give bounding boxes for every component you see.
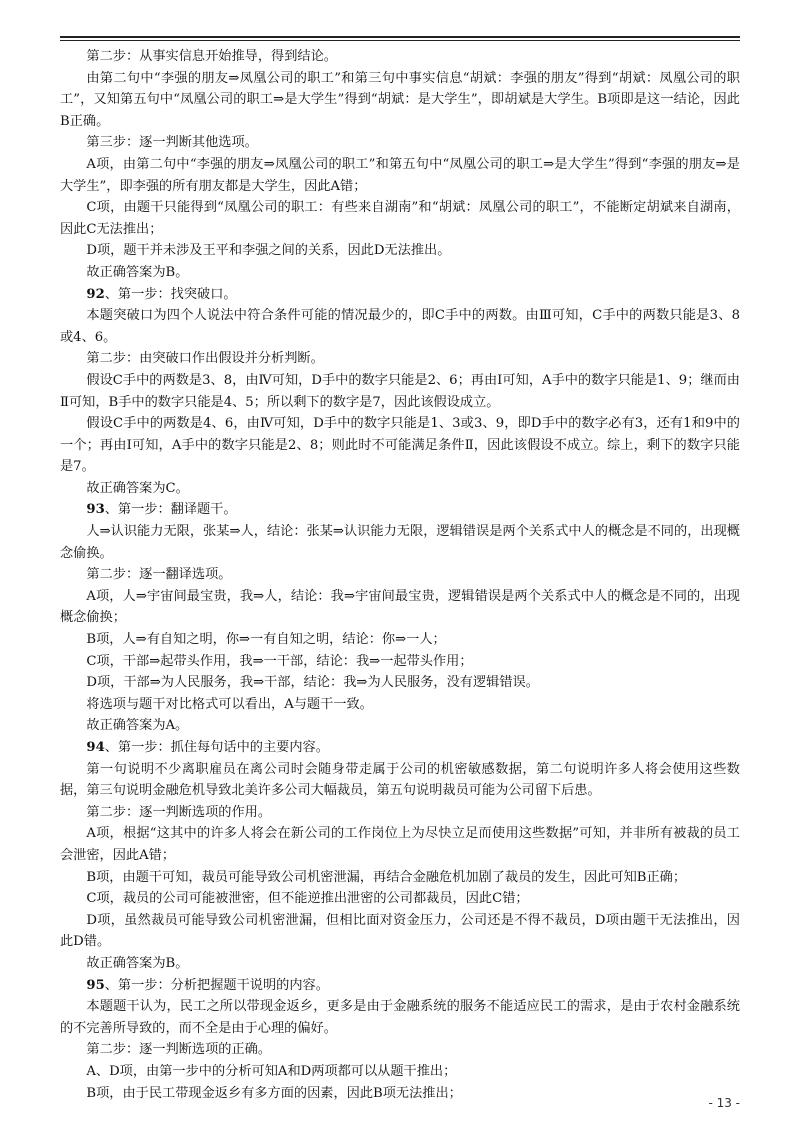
paragraph: 第三步：逐一判断其他选项。	[86, 135, 258, 151]
paragraph: C项，干部⇒起带头作用，我⇒一干部，结论：我⇒一起带头作用；	[86, 653, 473, 669]
paragraph: 人⇒认识能力无限，张某⇒人，结论：张某⇒认识能力无限，逻辑错误是两个关系式中人的概念是不同的，出现概念偷换。	[60, 524, 740, 561]
paragraph: D项，干部⇒为人民服务，我⇒干部，结论：我⇒为人民服务，没有逻辑错误。	[86, 675, 539, 691]
paragraph: 故正确答案为C。	[86, 480, 189, 496]
paragraph: A、D项，由第一步中的分析可知A和D两项都可以从题干推出；	[86, 1063, 457, 1079]
page-number: - 13 -	[708, 1096, 740, 1110]
question-number: 94	[86, 740, 105, 755]
document-body	[60, 46, 740, 1104]
paragraph: 故正确答案为B。	[86, 955, 189, 971]
paragraph: D项，题干并未涉及王平和李强之间的关系，因此D无法推出。	[86, 243, 451, 259]
paragraph: 第二步：从事实信息开始推导，得到结论。	[86, 49, 337, 64]
paragraph: B项，由于民工带现金返乡有多方面的因素，因此B项无法推出；	[86, 1085, 462, 1101]
question-number: 95	[86, 977, 105, 993]
header-rule	[60, 36, 740, 38]
question-heading: 92、第一步：找突破口。	[86, 286, 237, 302]
question-number: 93	[86, 502, 105, 518]
paragraph: 第二步：由突破口作出假设并分析判断。	[86, 351, 324, 367]
paragraph: 第二步：逐一翻译选项。	[86, 567, 232, 583]
paragraph: 将选项与题干对比格式可以看出，A与题干一致。	[86, 696, 373, 712]
question-number: 92	[86, 286, 105, 302]
paragraph: B项，由题干可知，裁员可能导致公司机密泄漏，再结合金融危机加剧了裁员的发生，因此可知B正确；	[86, 869, 687, 885]
paragraph: 假设C手中的两数是4、6，由Ⅳ可知，D手中的数字只能是1、3或3、9，即D手中的数字必有3，还有1和9中的一个；再由Ⅰ可知，A手中的数字只能是2、8；则此时不可能满足条件Ⅱ，因此该假设不成立。综上，剩下的数字只能是7。	[60, 416, 740, 475]
paragraph: 故正确答案为A。	[86, 718, 189, 734]
paragraph: C项，由题干只能得到“凤凰公司的职工：有些来自湖南”和“胡斌：凤凰公司的职工”，不能断定胡斌来自湖南，因此C无法推出；	[60, 200, 740, 237]
paragraph: 故正确答案为B。	[86, 264, 189, 280]
paragraph: A项，根据“这其中的许多人将会在新公司的工作岗位上为尽快立足而使用这些数据”可知，并非所有被裁的员工会泄密，因此A错；	[60, 826, 740, 863]
paragraph: 本题题干认为，民工之所以带现金返乡，更多是由于金融系统的服务不能适应民工的需求，是由于农村金融系统的不完善所导致的，而不全是由于心理的偏好。	[60, 999, 740, 1036]
paragraph: D项，虽然裁员可能导致公司机密泄漏，但相比面对资金压力，公司还是不得不裁员，D项由题干无法推出，因此D错。	[60, 912, 740, 950]
paragraph: 第二步：逐一判断选项的作用。	[86, 804, 272, 820]
paragraph: B项，人⇒有自知之明，你⇒一有自知之明，结论：你⇒一人；	[86, 632, 446, 648]
paragraph: 本题突破口为四个人说法中符合条件可能的情况最少的，即C手中的两数。由Ⅲ可知，C手中的两数只能是3、8或4、6。	[60, 308, 740, 345]
header-rule-thin	[60, 40, 740, 41]
paragraph: A项，人⇒宇宙间最宝贵，我⇒人，结论：我⇒宇宙间最宝贵，逻辑错误是两个关系式中人的概念是不同的，出现概念偷换；	[60, 588, 740, 626]
question-heading: 94、第一步：抓住每句话中的主要内容。	[86, 740, 329, 755]
paragraph: C项，裁员的公司可能被泄密，但不能逆推出泄密的公司都裁员，因此C错；	[86, 891, 529, 907]
paragraph: A项，由第二句中“李强的朋友⇒凤凰公司的职工”和第五句中“凤凰公司的职工⇒是大学生”得到“李强的朋友⇒是大学生”，即李强的所有朋友都是大学生，因此A错；	[60, 156, 740, 194]
paragraph: 由第二句中“李强的朋友⇒凤凰公司的职工”和第三句中事实信息“胡斌：李强的朋友”得到“胡斌：凤凰公司的职工”，又知第五句中“凤凰公司的职工⇒是大学生”得到“胡斌：是大学生”，即胡斌是大学生。B项即是这一结论，因此B正确。	[60, 70, 740, 129]
paragraph: 假设C手中的两数是3、8，由Ⅳ可知，D手中的数字只能是2、6；再由Ⅰ可知，A手中的数字只能是1、9；继而由Ⅱ可知，B手中的数字只能是4、5；所以剩下的数字是7，因此该假设成立。	[60, 372, 740, 410]
paragraph: 第二步：逐一判断选项的正确。	[86, 1042, 272, 1058]
question-heading: 95、第一步：分析把握题干说明的内容。	[86, 977, 329, 993]
question-heading: 93、第一步：翻译题干。	[86, 502, 237, 518]
paragraph: 第一句说明不少离职雇员在离公司时会随身带走属于公司的机密敏感数据，第二句说明许多人将会使用这些数据，第三句说明金融危机导致北美许多公司大幅裁员，第五句说明裁员可能为公司留下后患。	[60, 761, 740, 799]
